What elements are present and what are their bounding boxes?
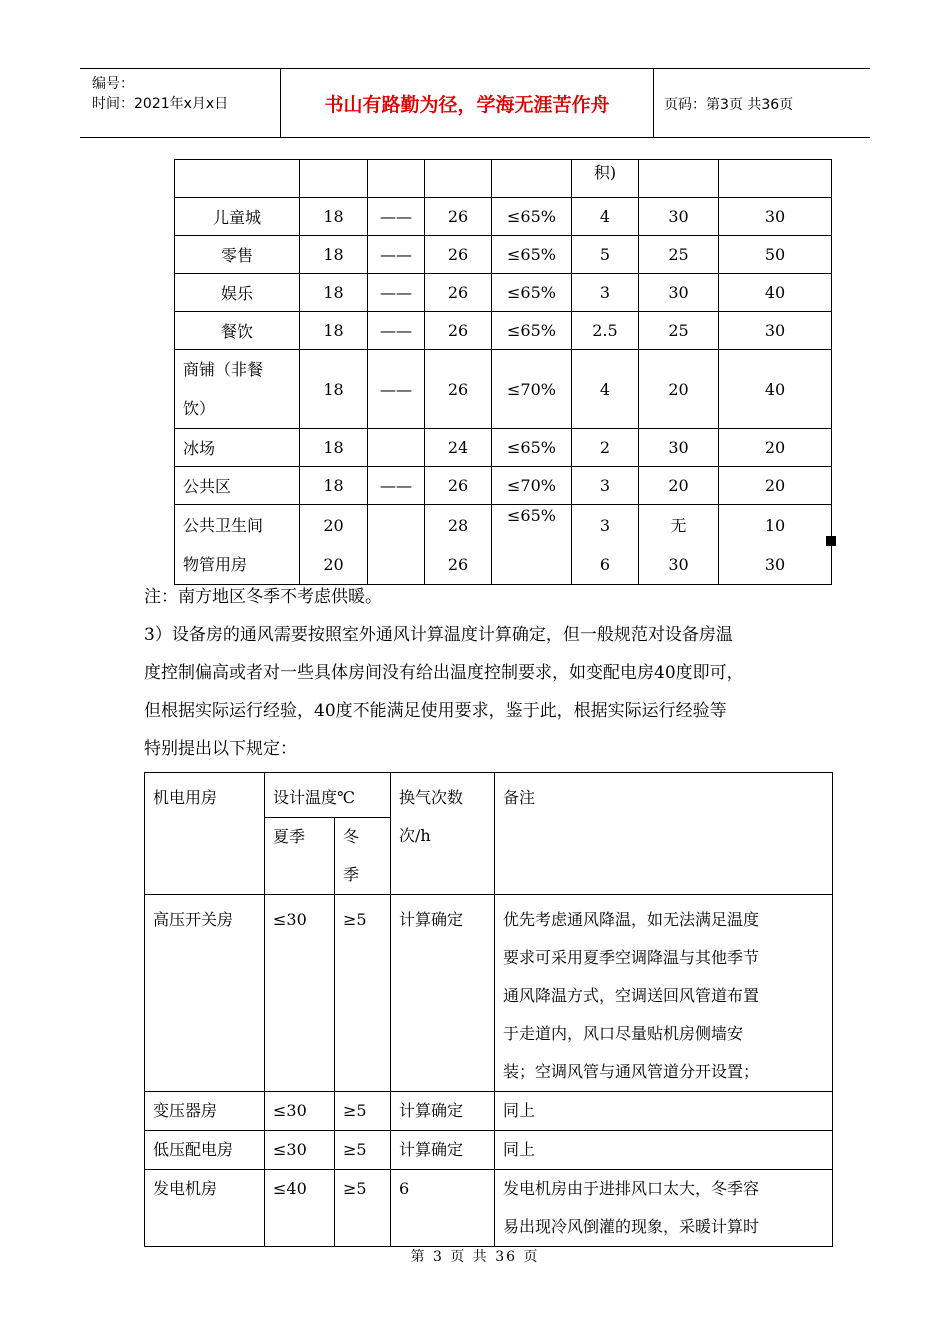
- table-cell: 2: [572, 429, 639, 467]
- table-cell: 同上: [495, 1131, 833, 1170]
- table-cell: ≥5: [335, 1092, 391, 1131]
- table-cell: 零售: [175, 236, 300, 274]
- table-cell: ≤65%: [492, 198, 572, 236]
- table-row: [175, 160, 832, 198]
- table-cell: 2.5: [572, 312, 639, 350]
- table-cell: 优先考虑通风降温，如无法满足温度 要求可采用夏季空调降温与其他季节 通风降温方式，空调送回风管道布置 于走道内，风口尽量贴机房侧墙安 装；空调风管与通风管道分开设置；: [495, 895, 833, 1092]
- table-cell: 5: [572, 236, 639, 274]
- table-row: [145, 1092, 833, 1131]
- table-row: [175, 236, 832, 274]
- table-cell: 26: [425, 350, 492, 429]
- table-row: [175, 198, 832, 236]
- table-cell: ≤30: [265, 1131, 335, 1170]
- table-cell: ——: [368, 312, 425, 350]
- table-cell: 26: [425, 312, 492, 350]
- table-row: [175, 505, 832, 585]
- header-remark: 备注: [495, 773, 833, 895]
- table-cell: 26: [425, 198, 492, 236]
- table-cell: 30: [639, 274, 719, 312]
- header-room: 机电用房: [145, 773, 265, 895]
- number-label: 编号：: [92, 76, 134, 92]
- table-cell: 18: [300, 236, 368, 274]
- table-cell: 10 30: [719, 505, 832, 585]
- header-meta: [80, 69, 280, 137]
- table-cell: 同上: [495, 1092, 833, 1131]
- table-cell: 发电机房: [145, 1170, 265, 1247]
- table-cell: ——: [368, 350, 425, 429]
- table-cell: 变压器房: [145, 1092, 265, 1131]
- table-cell: 28 26: [425, 505, 492, 585]
- time-label: 时间：2021年x月x日: [92, 96, 229, 112]
- table-cell: 积): [572, 160, 639, 198]
- page-footer: 第 3 页 共 36 页: [410, 1249, 540, 1265]
- table-cell: 3 6: [572, 505, 639, 585]
- table-row: [145, 895, 833, 1092]
- table-cell: 低压配电房: [145, 1131, 265, 1170]
- header-air-change: 换气次数 次/h: [391, 773, 495, 895]
- header-divider: [653, 69, 654, 137]
- table-cell: 发电机房由于进排风口太大，冬季容 易出现冷风倒灌的现象，采暖计算时: [495, 1170, 833, 1247]
- table-cell: 餐饮: [175, 312, 300, 350]
- table-cell: 20: [719, 467, 832, 505]
- paragraph-3: 3）设备房的通风需要按照室外通风计算温度计算确定，但一般规范对设备房温 度控制偏高或者对一些具体房间没有给出温度控制要求，如变配电房40度即可， 但根据实际运行经验，40度不能满足使用要求，鉴于此，根据实际运行经验等 特别提出以下规定：: [144, 625, 744, 759]
- table-cell: ≥5: [335, 895, 391, 1092]
- table-cell: [368, 429, 425, 467]
- table-cell: 公共区: [175, 467, 300, 505]
- table-row: [145, 1131, 833, 1170]
- header-summer: 夏季: [265, 818, 335, 895]
- note-text: 注：南方地区冬季不考虑供暖。: [144, 587, 382, 607]
- header-motto: 书山有路勤为径，学海无涯苦作舟: [324, 93, 610, 116]
- table-row: [175, 350, 832, 429]
- table-cell: 18: [300, 429, 368, 467]
- table-cell: 26: [425, 274, 492, 312]
- table-cell: 冰场: [175, 429, 300, 467]
- table-cell: ≤30: [265, 1092, 335, 1131]
- table-cell: 娱乐: [175, 274, 300, 312]
- equipment-room-table: [144, 772, 833, 1247]
- table-cell: 计算确定: [391, 895, 495, 1092]
- table-cell: ——: [368, 467, 425, 505]
- table-cell: 高压开关房: [145, 895, 265, 1092]
- table-cell: 3: [572, 467, 639, 505]
- table-cell: 18: [300, 467, 368, 505]
- table-row: [175, 274, 832, 312]
- table-cell: 儿童城: [175, 198, 300, 236]
- table-cell: ≤65%: [492, 274, 572, 312]
- table-cell: 25: [639, 312, 719, 350]
- table-cell: ≤70%: [492, 350, 572, 429]
- table-cell: 20: [639, 350, 719, 429]
- header-design-temp: 设计温度℃: [265, 773, 391, 818]
- header-winter: 冬 季: [335, 818, 391, 895]
- table-cell: 4: [572, 350, 639, 429]
- table-cell: 26: [425, 467, 492, 505]
- table-cell: 20 20: [300, 505, 368, 585]
- edge-mark: [826, 536, 836, 546]
- table-cell: 24: [425, 429, 492, 467]
- table-cell: 18: [300, 350, 368, 429]
- table-cell: 6: [391, 1170, 495, 1247]
- table-cell: 计算确定: [391, 1092, 495, 1131]
- table-cell: 18: [300, 198, 368, 236]
- table-cell: 20: [719, 429, 832, 467]
- table-cell: 30: [639, 198, 719, 236]
- table-cell: ≤70%: [492, 467, 572, 505]
- page-header: [80, 68, 870, 138]
- table-cell: 25: [639, 236, 719, 274]
- table-cell: ≤65%: [492, 312, 572, 350]
- table-cell: 无 30: [639, 505, 719, 585]
- table-cell: 18: [300, 274, 368, 312]
- header-page-info: 页码：第3页 共36页: [664, 97, 794, 113]
- table-cell: ≥5: [335, 1131, 391, 1170]
- table-cell: ——: [368, 274, 425, 312]
- table-cell: ≤40: [265, 1170, 335, 1247]
- table-cell: ≤65%: [492, 505, 572, 585]
- table-row: [175, 467, 832, 505]
- table-cell: ——: [368, 236, 425, 274]
- table-cell: 30: [719, 198, 832, 236]
- table-cell: 公共卫生间 物管用房: [175, 505, 300, 585]
- table-row: [175, 429, 832, 467]
- table-cell: ≤65%: [492, 236, 572, 274]
- table-cell: ≥5: [335, 1170, 391, 1247]
- table-cell: 50: [719, 236, 832, 274]
- table-cell: ≤65%: [492, 429, 572, 467]
- table-cell: 3: [572, 274, 639, 312]
- table-cell: ≤30: [265, 895, 335, 1092]
- table-row: [145, 1170, 833, 1247]
- table-cell: 商铺（非餐 饮）: [175, 350, 300, 429]
- table-cell: 20: [639, 467, 719, 505]
- table-cell: 30: [639, 429, 719, 467]
- table-cell: 40: [719, 274, 832, 312]
- table-cell: ——: [368, 198, 425, 236]
- table-cell: 计算确定: [391, 1131, 495, 1170]
- table-row: [175, 312, 832, 350]
- table-cell: 30: [719, 312, 832, 350]
- table-cell: 26: [425, 236, 492, 274]
- table-cell: [368, 505, 425, 585]
- table-cell: 4: [572, 198, 639, 236]
- indoor-design-table: [174, 159, 832, 585]
- table-cell: 18: [300, 312, 368, 350]
- table-header-row: [145, 773, 833, 818]
- table-cell: 40: [719, 350, 832, 429]
